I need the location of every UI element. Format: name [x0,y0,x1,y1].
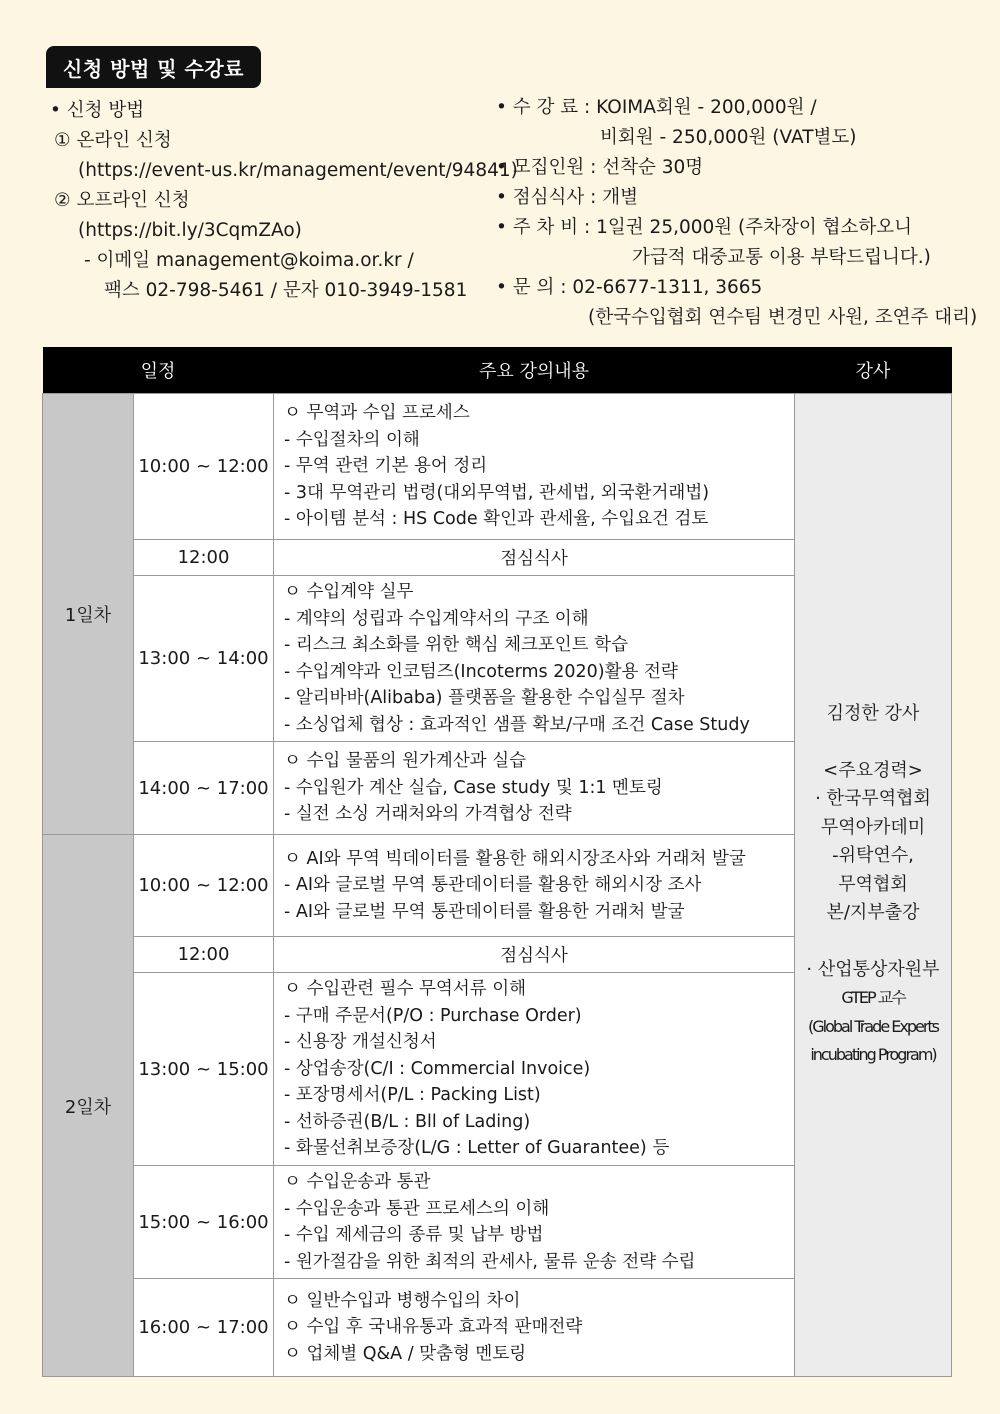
apply-label: • 신청 방법 [50,100,145,121]
lesson-line: - 수입계약과 인코텀즈(Incoterms 2020)활용 전략 [284,661,678,682]
header-schedule: 일정 [43,347,274,394]
apply-info [50,96,518,306]
lesson-line: - 알리바바(Alibaba) 플랫폼을 활용한 수입실무 절차 [284,688,685,708]
lesson-line: - 포장명세서(P/L : Packing List) [284,1085,541,1106]
career-line: · 한국무역협회 [815,788,931,810]
recruit-line: • 모집인원 : 선착순 30명 [496,157,704,178]
session-content [274,576,795,742]
session-time: 12:00 [134,540,274,576]
lesson-line: - 수입운송과 통관 프로세스의 이해 [284,1198,550,1219]
lesson-line: - 수입원가 계산 실습, Case study 및 1:1 멘토링 [284,777,663,798]
lesson-line: ㅇ 수입 후 국내유통과 효과적 판매전략 [284,1317,583,1338]
online-apply-url[interactable]: (https://event-us.kr/management/event/94841) [78,160,518,181]
session-content [274,394,795,540]
lesson-line: ㅇ 업체별 Q&A / 맞춤형 멘토링 [284,1343,527,1364]
lunch-break: 점심식사 [274,937,795,973]
career-line: -위탁연수, [832,845,914,867]
header-content: 주요 강의내용 [274,347,795,394]
schedule-table [42,347,952,1377]
lesson-line: - 무역 관련 기본 용어 정리 [284,456,488,477]
career-line: 무역협회 [838,873,908,895]
lesson-line: - 수입절차의 이해 [284,429,420,450]
session-time: 10:00 ~ 12:00 [134,835,274,937]
lesson-line: - 선하증권(B/L : Bll of Lading) [284,1111,531,1132]
session-time: 15:00 ~ 16:00 [134,1166,274,1279]
session-time: 13:00 ~ 15:00 [134,973,274,1166]
day-1-label: 1일차 [43,394,134,835]
lesson-line: - 아이템 분석 : HS Code 확인과 관세율, 수입요건 검토 [284,509,709,530]
session-content [274,1279,795,1377]
online-apply-label: ① 온라인 신청 [54,130,172,151]
career-line: 본/지부출강 [826,902,920,924]
lesson-line: - AI와 글로벌 무역 통관데이터를 활용한 해외시장 조사 [284,875,702,896]
session-content [274,835,795,937]
lesson-line: - 실전 소싱 거래처와의 가격협상 전략 [284,804,572,825]
session-time: 13:00 ~ 14:00 [134,576,274,742]
lesson-line: ㅇ 수입계약 실무 [284,582,414,602]
session-content [274,973,795,1166]
career-title: <주요경력> [823,759,923,781]
parking-line-2: 가급적 대중교통 이용 부탁드립니다.) [632,247,931,268]
parking-line-1: • 주 차 비 : 1일권 25,000원 (주차장이 협소하오니 [496,217,912,238]
lesson-line: - 신용장 개설신청서 [284,1032,437,1053]
lesson-line: - 리스크 최소화를 위한 핵심 체크포인트 학습 [284,635,628,655]
instructor-name: 김정한 강사 [826,703,920,725]
session-time: 16:00 ~ 17:00 [134,1279,274,1377]
career-line: (Global Trade Experts [807,1016,939,1036]
lesson-line: - 수입 제세금의 종류 및 납부 방법 [284,1225,544,1245]
apply-fax: 팩스 02-798-5461 / 문자 010-3949-1581 [104,280,468,301]
lesson-line: ㅇ 일반수입과 병행수입의 차이 [284,1290,521,1311]
session-time: 10:00 ~ 12:00 [134,394,274,540]
lesson-line: - 계약의 성립과 수입계약서의 구조 이해 [284,608,589,629]
lesson-line: - 화물선취보증장(L/G : Letter of Guarantee) 등 [284,1138,670,1159]
lesson-line: - 소싱업체 협상 : 효과적인 샘플 확보/구매 조건 Case Study [284,714,750,735]
session-time: 14:00 ~ 17:00 [134,742,274,835]
lesson-line: - 원가절감을 위한 최적의 관세사, 물류 운송 전략 수립 [284,1251,696,1272]
lunch-line: • 점심식사 : 개별 [496,187,639,208]
career-line: GTEP 교수 [841,988,905,1008]
lesson-line: - AI와 글로벌 무역 통관데이터를 활용한 거래처 발굴 [284,901,685,922]
offline-apply-label: ② 오프라인 신청 [54,190,190,211]
lesson-line: ㅇ AI와 무역 빅데이터를 활용한 해외시장조사와 거래처 발굴 [284,848,746,869]
section-title: 신청 방법 및 수강료 [46,46,261,88]
lesson-line: ㅇ 무역과 수입 프로세스 [284,403,470,424]
contact-line-2: (한국수입협회 연수팀 변경민 사원, 조연주 대리) [588,307,978,328]
lesson-line: - 구매 주문서(P/O : Purchase Order) [284,1005,582,1026]
contact-line-1: • 문 의 : 02-6677-1311, 3665 [496,277,763,298]
career-line: · 산업통상자원부 [806,958,940,980]
session-content [274,1166,795,1279]
lesson-line: - 상업송장(C/I : Commercial Invoice) [284,1058,591,1079]
fee-info [496,93,991,333]
lesson-line: ㅇ 수입 물품의 원가계산과 실습 [284,751,527,772]
lesson-line: ㅇ 수입운송과 통관 [284,1172,431,1192]
lesson-line: - 3대 무역관리 법령(대외무역법, 관세법, 외국환거래법) [284,482,710,503]
header-instructor: 강사 [795,347,952,394]
lesson-line: ㅇ 수입관련 필수 무역서류 이해 [284,979,527,1000]
table-row [43,394,952,540]
lunch-break: 점심식사 [274,540,795,576]
offline-apply-url[interactable]: (https://bit.ly/3CqmZAo) [78,220,302,241]
session-content [274,742,795,835]
apply-email[interactable]: - 이메일 management@koima.or.kr / [84,250,414,271]
day-2-label: 2일차 [43,835,134,1377]
career-line: 무역아카데미 [820,816,926,838]
fee-line-2: 비회원 - 250,000원 (VAT별도) [600,127,857,148]
career-line: incubating Program) [810,1045,936,1065]
fee-line-1: • 수 강 료 : KOIMA회원 - 200,000원 / [496,97,817,118]
instructor-cell [795,394,952,1377]
session-time: 12:00 [134,937,274,973]
